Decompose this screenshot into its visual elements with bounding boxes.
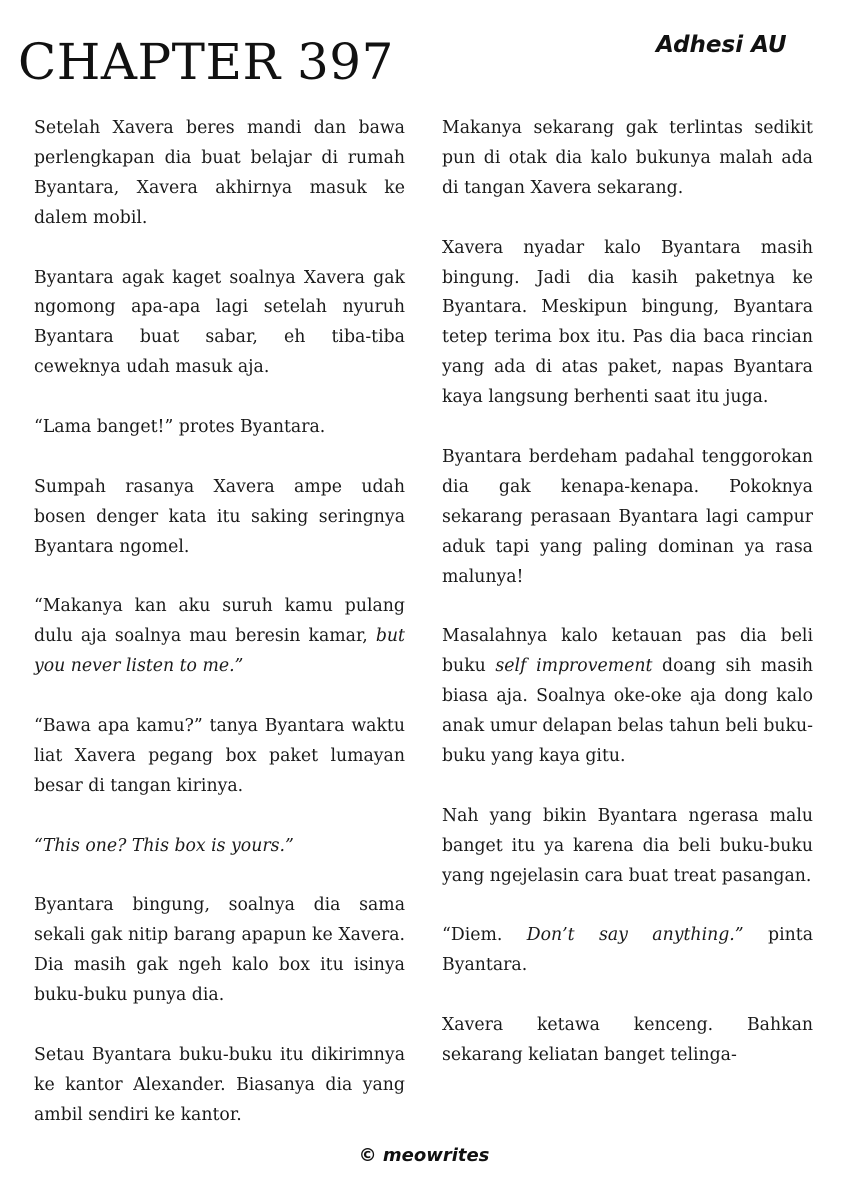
paragraph: Byantara berdeham padahal tenggorokan dia gak kenapa-kenapa. Pokoknya sekarang perasaan Byantara lagi campur aduk tapi yang paling dominan ya rasa malunya! bbox=[442, 446, 813, 587]
paragraph-text: doang sih masih biasa aja. Soalnya oke-oke aja dong kalo anak umur delapan belas tahun beli buku-buku yang kaya gitu. bbox=[442, 656, 813, 766]
italic-text: but you never listen to me.” bbox=[34, 626, 405, 677]
paragraph-text: pinta Byantara. bbox=[442, 925, 813, 976]
paragraph: “Bawa apa kamu?” tanya Byantara waktu liat Xavera pegang box paket lumayan besar di tangan kirinya. bbox=[34, 716, 405, 796]
paragraph: Xavera ketawa kenceng. Bahkan sekarang keliatan banget telinga- bbox=[442, 1015, 813, 1065]
italic-text: Don’t say anything.” bbox=[526, 925, 744, 946]
paragraph: Byantara agak kaget soalnya Xavera gak ngomong apa-apa lagi setelah nyuruh Byantara buat sabar, eh tiba-tiba ceweknya udah masuk aja. bbox=[34, 267, 405, 378]
author-credit: © meowrites bbox=[358, 1145, 490, 1166]
left-column bbox=[34, 114, 405, 1131]
paragraph bbox=[34, 592, 405, 682]
series-title: Adhesi AU bbox=[656, 32, 787, 58]
paragraph: Nah yang bikin Byantara ngerasa malu banget itu ya karena dia beli buku-buku yang ngejelasin cara buat treat pasangan. bbox=[442, 805, 813, 886]
chapter-title: CHAPTER 397 bbox=[18, 33, 394, 91]
right-column bbox=[442, 114, 813, 1071]
paragraph bbox=[442, 921, 813, 981]
paragraph: Xavera nyadar kalo Byantara masih bingung. Jadi dia kasih paketnya ke Byantara. Meskipun bingung, Byantara tetep terima box itu. Pas dia baca rincian yang ada di atas paket, napas Byantara kaya langsung berhenti saat itu juga. bbox=[442, 237, 813, 408]
italic-text: self improvement bbox=[495, 656, 653, 677]
paragraph: Setelah Xavera beres mandi dan bawa perlengkapan dia buat belajar di rumah Byantara, Xavera akhirnya masuk ke dalem mobil. bbox=[34, 118, 405, 228]
paragraph-text: Masalahnya kalo ketauan pas dia beli buku bbox=[442, 626, 813, 677]
paragraph bbox=[442, 622, 813, 772]
paragraph bbox=[34, 832, 405, 862]
paragraph-text: “Diem. bbox=[442, 925, 527, 946]
paragraph: Setau Byantara buku-buku itu dikirimnya ke kantor Alexander. Biasanya dia yang ambil sendiri ke kantor. bbox=[34, 1044, 405, 1125]
italic-text: “This one? This box is yours.” bbox=[34, 835, 294, 856]
paragraph: Makanya sekarang gak terlintas sedikit pun di otak dia kalo bukunya malah ada di tangan Xavera sekarang. bbox=[442, 118, 813, 198]
paragraph: Sumpah rasanya Xavera ampe udah bosen denger kata itu saking seringnya Byantara ngomel. bbox=[34, 476, 405, 557]
paragraph-text: “Makanya kan aku suruh kamu pulang dulu aja soalnya mau beresin kamar, bbox=[34, 596, 405, 647]
paragraph: “Lama banget!” protes Byantara. bbox=[34, 417, 326, 438]
paragraph: Byantara bingung, soalnya dia sama sekali gak nitip barang apapun ke Xavera. Dia masih gak ngeh kalo box itu isinya buku-buku punya dia. bbox=[34, 895, 405, 1006]
